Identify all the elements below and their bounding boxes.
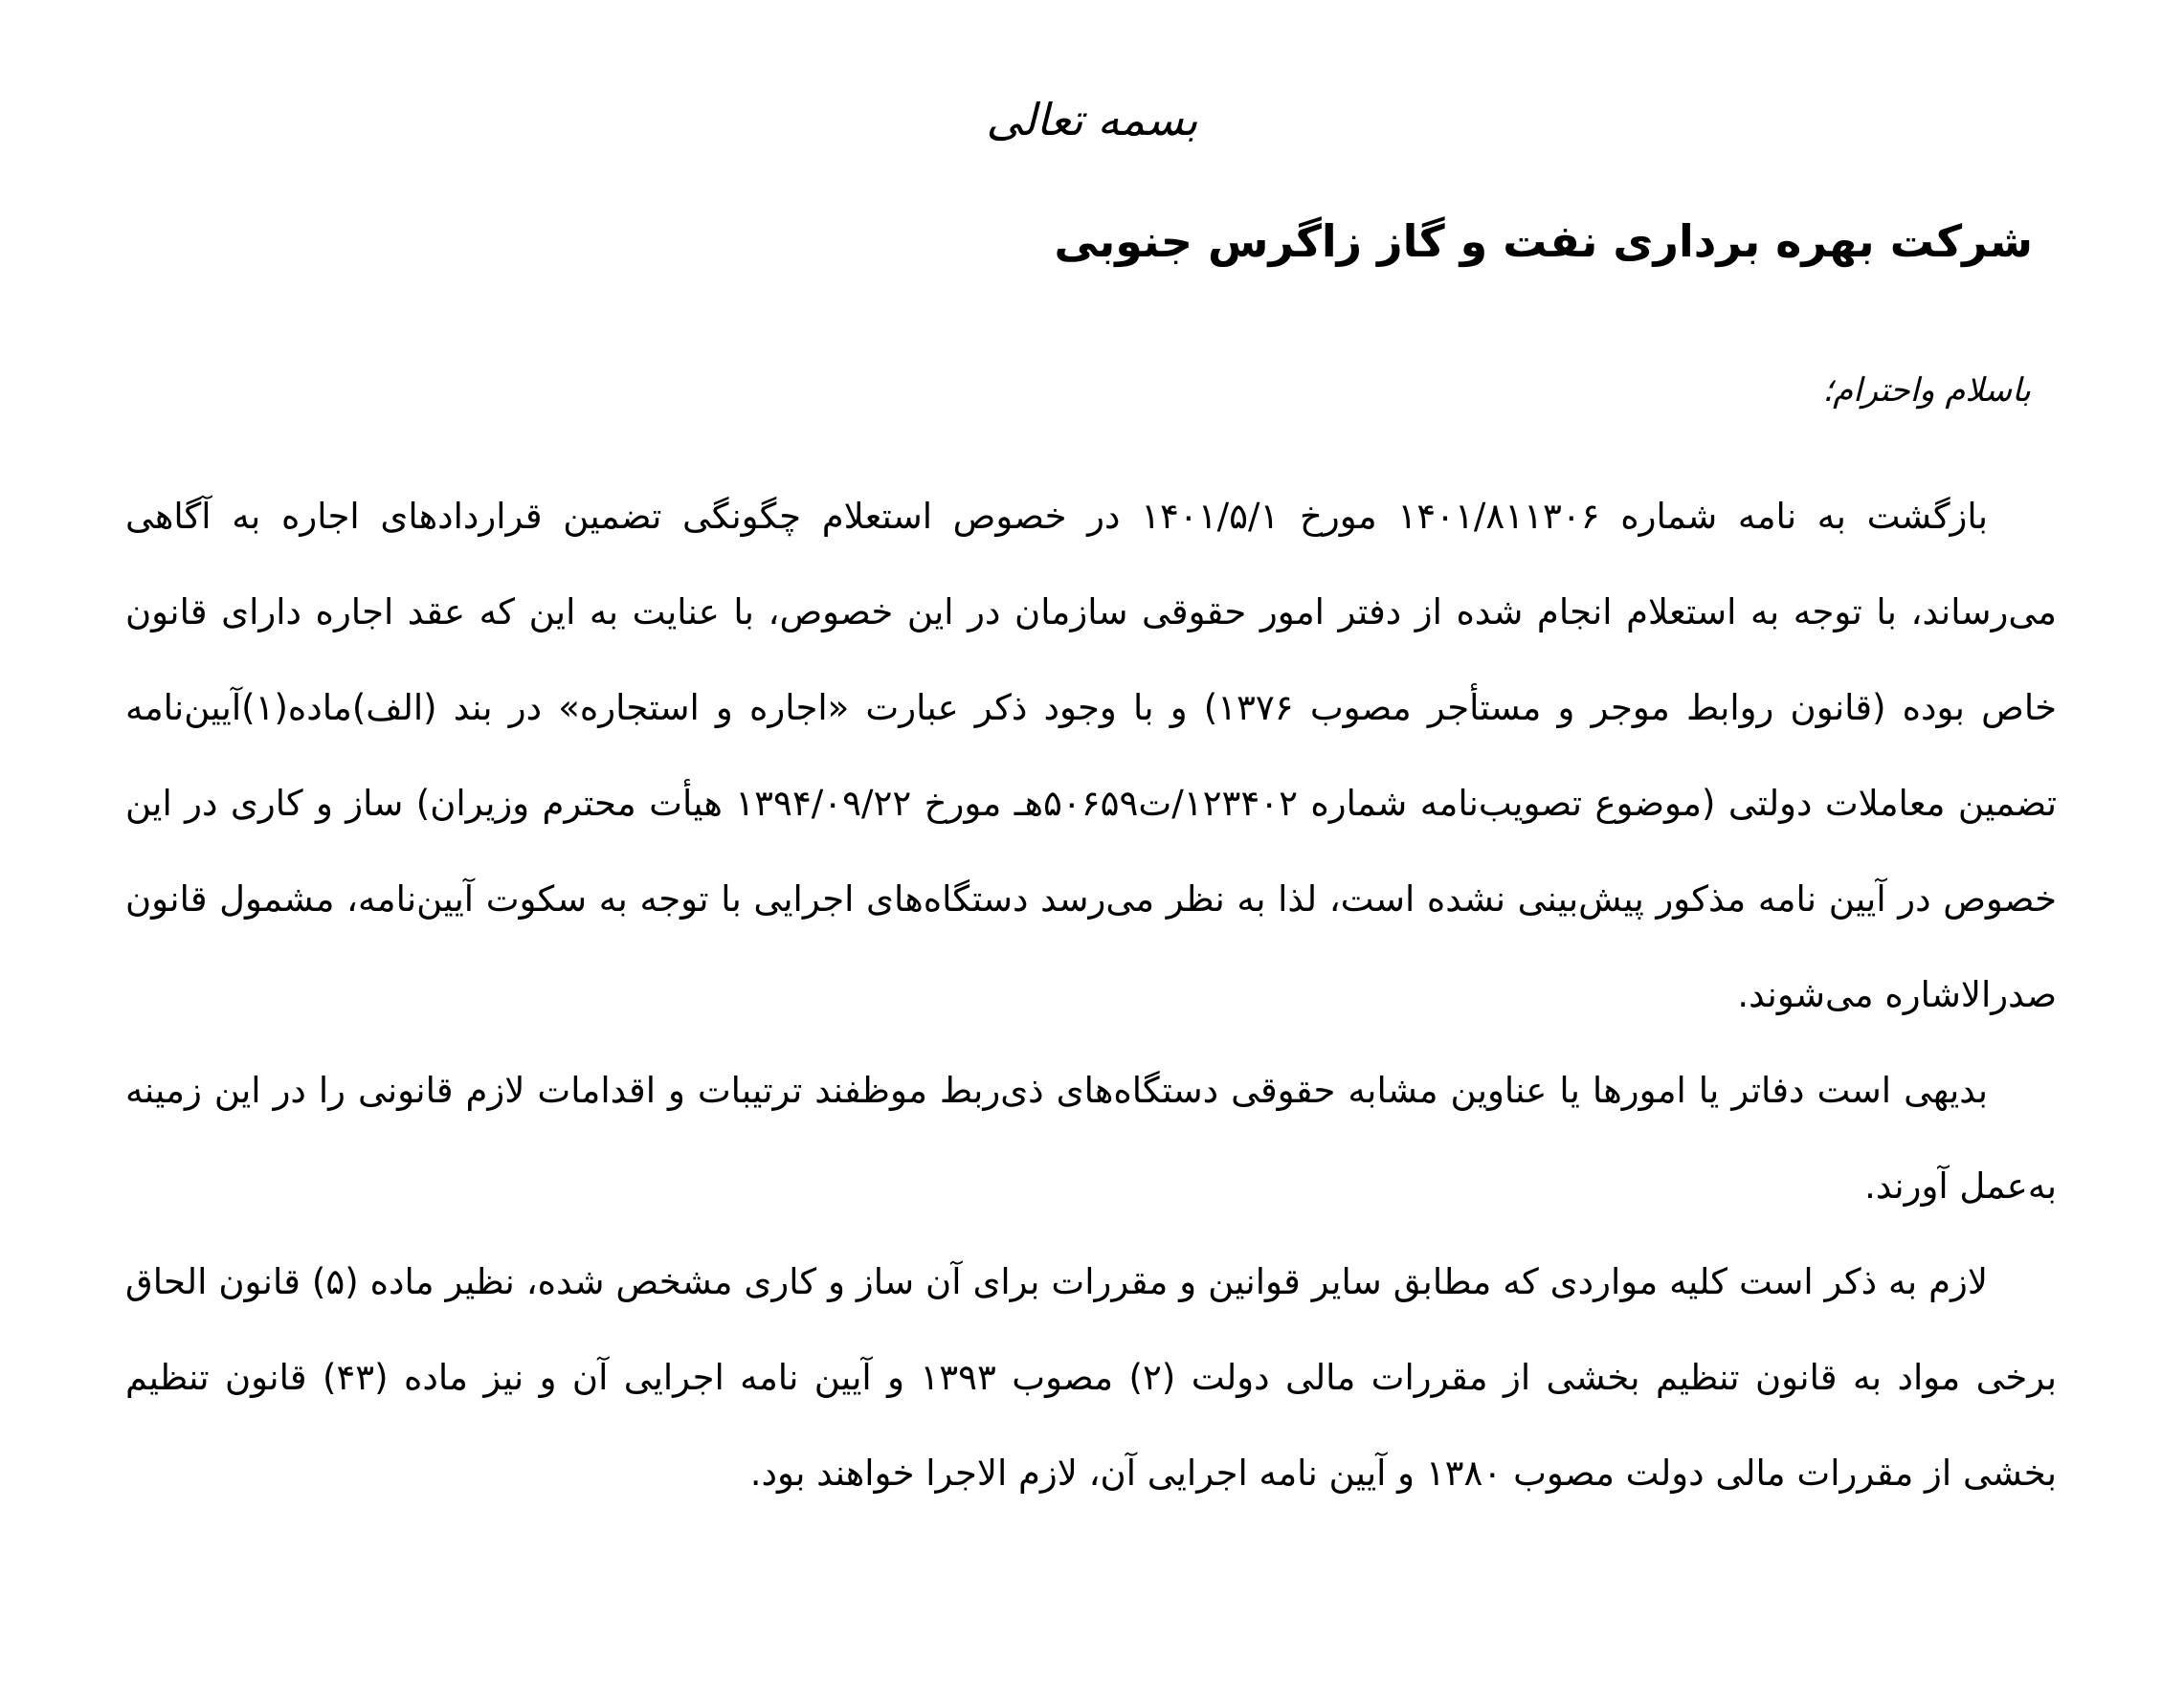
paragraph-2: بدیهی است دفاتر یا امورها یا عناوین مشابه حقوقی دستگاه‌های ذی‌ربط موظفند ترتیبات و اقدامات لازم قانونی را در این زمینه به‌عمل آورند. <box>125 1070 2057 1207</box>
invocation-heading: بسمه تعالی <box>986 94 1198 145</box>
paragraph-3: لازم به ذکر است کلیه مواردی که مطابق سایر قوانین و مقررات برای آن ساز و کاری مشخص شده، نظیر ماده (۵) قانون الحاق برخی مواد به قانون تنظیم بخشی از مقررات مالی دولت (۲) مصوب ۱۳۹۳ و آیین نامه اجرایی آن و نیز ماده (۴۳) قانون تنظیم بخشی از مقررات مالی دولت مصوب ۱۳۸۰ و آیین نامه اجرایی آن، لازم الاجرا خواهند بود. <box>125 1261 2057 1494</box>
paragraph-1: بازگشت به نامه شماره ۱۴۰۱/۸۱۱۳۰۶ مورخ ۱۴۰۱/۵/۱ در خصوص استعلام چگونگی تضمین قراردادهای اجاره به آگاهی می‌رساند، با توجه به استعلام انجام شده از دفتر امور حقوقی سازمان در این خصوص، با عنایت به این که عقد اجاره دارای قانون خاص بوده (قانون روابط موجر و مستأجر مصوب ۱۳۷۶) و با وجود ذکر عبارت «اجاره و استجاره» در بند (الف)ماده(۱)آیین‌نامه تضمین معاملات دولتی (موضوع تصویب‌نامه شماره ۱۲۳۴۰۲/ت۵۰۶۵۹هـ مورخ ۱۳۹۴/۰۹/۲۲ هیأت محترم وزیران) ساز و کاری در این خصوص در آیین نامه مذکور پیش‌بینی نشده است، لذا به نظر می‌رسد دستگاه‌های اجرایی با توجه به سکوت آیین‌نامه، مشمول قانون صدرالاشاره می‌شوند. <box>125 496 2058 1015</box>
recipient-company: شرکت بهره برداری نفت و گاز زاگرس جنوبی <box>1054 215 2033 267</box>
greeting-line: باسلام واحترام؛ <box>1822 371 2031 410</box>
letter-body <box>125 469 2057 1521</box>
